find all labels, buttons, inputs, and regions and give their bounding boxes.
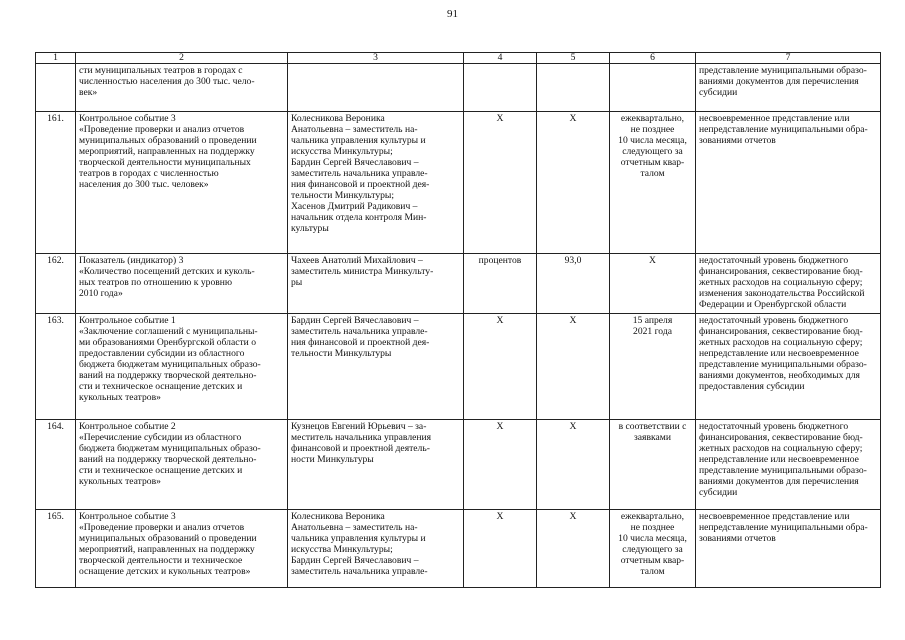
risk-cell: недостаточный уровень бюджетного финансирования, секвестирование бюд- жетных расходов на социальную сферу; непредставление или несвоевременное представление муниципальными образо- ваниями документов для перечисления субсидии <box>696 420 881 510</box>
plan-table <box>35 52 881 588</box>
event-name-cell: Контрольное событие 1 «Заключение соглашений с муниципальны- ми образованиями Оренбургской области о предоставлении субсидии из областного бюджета бюджетам муниципальных образо- ваний на поддержку творческой деятельно- сти и техническое оснащение детских и кукольных театров» <box>76 314 288 420</box>
column-number: 5 <box>537 53 610 64</box>
event-name-cell: Показатель (индикатор) 3 «Количество посещений детских и куколь- ных театров по отношению к уровню 2010 года» <box>76 254 288 314</box>
row-number: 161. <box>36 112 76 254</box>
responsible-cell: Колесникова Вероника Анатольевна – заместитель на- чальника управления культуры и искусства Минкультуры; Бардин Сергей Вячеславович – заместитель начальника управле- <box>288 510 464 588</box>
value-cell: Х <box>537 112 610 254</box>
value-cell: Х <box>537 510 610 588</box>
risk-cell: несвоевременное представление или непредставление муниципальными обра- зованиями отчетов <box>696 510 881 588</box>
risk-cell: недостаточный уровень бюджетного финансирования, секвестирование бюд- жетных расходов на социальную сферу; изменения законодательства Российской Федерации и Оренбургской области <box>696 254 881 314</box>
responsible-cell: Колесникова Вероника Анатольевна – заместитель на- чальника управления культуры и искусства Минкультуры; Бардин Сергей Вячеславович – заместитель начальника управле- ния финансовой и проектной дея- тельности Минкультуры; Хасенов Дмитрий Радикович – начальник отдела контроля Мин- культуры <box>288 112 464 254</box>
column-number: 3 <box>288 53 464 64</box>
deadline-cell: 15 апреля 2021 года <box>610 314 696 420</box>
row-number <box>36 64 76 112</box>
table-row <box>36 254 881 314</box>
table-row <box>36 112 881 254</box>
column-number-row <box>36 53 881 64</box>
table-row <box>36 420 881 510</box>
page-number: 91 <box>447 8 458 20</box>
unit-cell: Х <box>464 510 537 588</box>
unit-cell <box>464 64 537 112</box>
unit-cell: Х <box>464 314 537 420</box>
row-number: 163. <box>36 314 76 420</box>
deadline-cell: ежеквартально, не позднее 10 числа месяца, следующего за отчетным квар- талом <box>610 112 696 254</box>
deadline-cell: Х <box>610 254 696 314</box>
table-row <box>36 64 881 112</box>
row-number: 164. <box>36 420 76 510</box>
column-number: 7 <box>696 53 881 64</box>
event-name-cell: Контрольное событие 3 «Проведение проверки и анализ отчетов муниципальных образований о проведении мероприятий, направленных на поддержку творческой деятельности муниципальных театров в городах с численностью населения до 300 тыс. человек» <box>76 112 288 254</box>
column-number: 2 <box>76 53 288 64</box>
row-number: 162. <box>36 254 76 314</box>
deadline-cell: ежеквартально, не позднее 10 числа месяца, следующего за отчетным квар- талом <box>610 510 696 588</box>
responsible-cell <box>288 64 464 112</box>
responsible-cell: Кузнецов Евгений Юрьевич – за- меститель начальника управления финансовой и проектной деятель- ности Минкультуры <box>288 420 464 510</box>
value-cell: Х <box>537 314 610 420</box>
unit-cell: процентов <box>464 254 537 314</box>
table-row <box>36 314 881 420</box>
event-name-cell: сти муниципальных театров в городах с численностью населения до 300 тыс. чело- век» <box>76 64 288 112</box>
column-number: 6 <box>610 53 696 64</box>
risk-cell: несвоевременное представление или непредставление муниципальными обра- зованиями отчетов <box>696 112 881 254</box>
column-number: 1 <box>36 53 76 64</box>
responsible-cell: Бардин Сергей Вячеславович – заместитель начальника управле- ния финансовой и проектной дея- тельности Минкультуры <box>288 314 464 420</box>
value-cell: 93,0 <box>537 254 610 314</box>
deadline-cell <box>610 64 696 112</box>
risk-cell: представление муниципальными образо- ваниями документов для перечисления субсидии <box>696 64 881 112</box>
risk-cell: недостаточный уровень бюджетного финансирования, секвестирование бюд- жетных расходов на социальную сферу; непредставление или несвоевременное представление муниципальными образо- ваниями документов, необходимых для предоставления субсидии <box>696 314 881 420</box>
unit-cell: Х <box>464 420 537 510</box>
event-name-cell: Контрольное событие 2 «Перечисление субсидии из областного бюджета бюджетам муниципальных образо- ваний на поддержку творческой деятельно- сти и техническое оснащение детских и кукольных театров» <box>76 420 288 510</box>
unit-cell: Х <box>464 112 537 254</box>
value-cell: Х <box>537 420 610 510</box>
column-number: 4 <box>464 53 537 64</box>
deadline-cell: в соответствии с заявками <box>610 420 696 510</box>
event-name-cell: Контрольное событие 3 «Проведение проверки и анализ отчетов муниципальных образований о проведении мероприятий, направленных на поддержку творческой деятельности и техническое оснащение детских и кукольных театров» <box>76 510 288 588</box>
row-number: 165. <box>36 510 76 588</box>
value-cell <box>537 64 610 112</box>
table-row <box>36 510 881 588</box>
responsible-cell: Чахеев Анатолий Михайлович – заместитель министра Минкульту- ры <box>288 254 464 314</box>
